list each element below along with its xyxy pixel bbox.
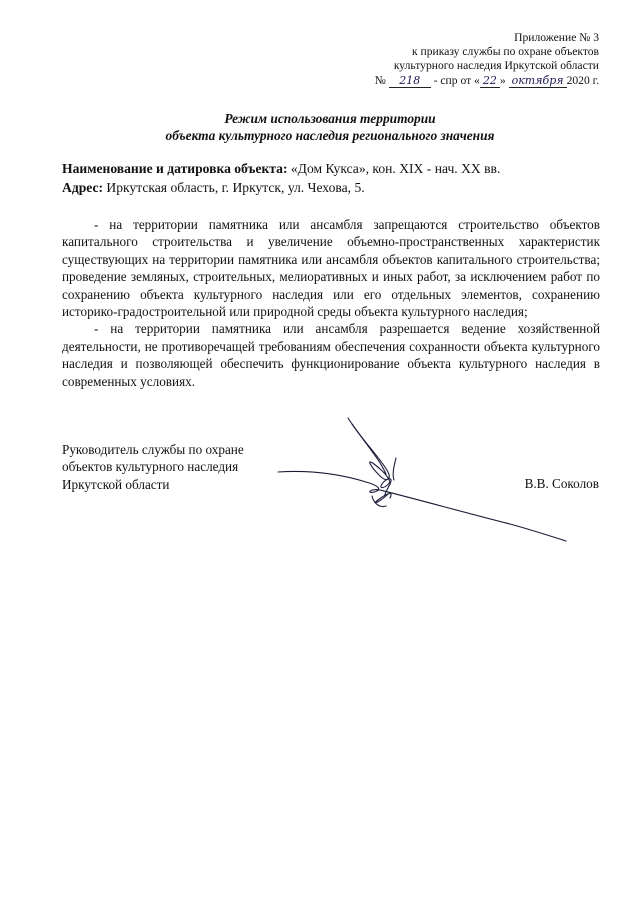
appendix-header bbox=[269, 31, 599, 88]
document-title bbox=[60, 110, 600, 144]
signatory-line-1: Руководитель службы по охране bbox=[62, 442, 244, 457]
appendix-number-line bbox=[269, 74, 599, 88]
object-address-label: Адрес: bbox=[62, 180, 104, 195]
day-close: » bbox=[499, 73, 506, 87]
appendix-agency: культурного наследия Иркутской области bbox=[393, 59, 599, 73]
appendix-order-ref: к приказу службы по охране объектов bbox=[412, 45, 599, 59]
object-name-value: «Дом Кукса», кон. XIX - нач. XX вв. bbox=[287, 161, 501, 176]
regime-text bbox=[62, 216, 600, 390]
object-name-label: Наименование и датировка объекта: bbox=[62, 161, 288, 176]
title-line-2: объекта культурного наследия регионального значения bbox=[165, 128, 495, 143]
order-month: октября bbox=[509, 75, 567, 88]
paragraph-permissions: - на территории памятника или ансамбля разрешается ведение хозяйственной деятельности, не противоречащей требованиям обеспечения сохранности объекта культурного наследия и позволяющей обеспечить функционирование объекта культурного наследия в современных условиях. bbox=[62, 321, 600, 389]
signatory-line-2: объектов культурного наследия bbox=[62, 459, 239, 475]
order-year: 2020 г. bbox=[566, 73, 599, 87]
object-address-value: Иркутская область, г. Иркутск, ул. Чехова, 5. bbox=[103, 180, 365, 195]
appendix-title: Приложение № 3 bbox=[514, 31, 599, 44]
signatory-position bbox=[62, 441, 292, 493]
title-line-1: Режим использования территории bbox=[224, 111, 436, 126]
handwritten-signature bbox=[270, 410, 580, 550]
order-day: 22 bbox=[480, 75, 500, 88]
order-number: 218 bbox=[389, 75, 431, 88]
signatory-name: В.В. Соколов bbox=[524, 476, 599, 491]
number-mid: - спр от « bbox=[433, 73, 480, 87]
paragraph-prohibitions: - на территории памятника или ансамбля запрещаются строительство объектов капитального строительства и увеличение объемно-пространственных характеристик существующих на территории памятника или ансамбля объектов капитального строительства; проведение земляных, строительных, мелиоративных и иных работ, за исключением работ по сохранению объекта культурного наследия или его отдельных элементов, сохранению историко-градостроительной или природной среды объекта культурного наследия; bbox=[62, 217, 600, 320]
signatory-line-3: Иркутской области bbox=[62, 476, 170, 492]
number-prefix: № bbox=[374, 73, 386, 87]
object-address-line bbox=[62, 179, 607, 196]
object-name-line bbox=[62, 160, 607, 177]
